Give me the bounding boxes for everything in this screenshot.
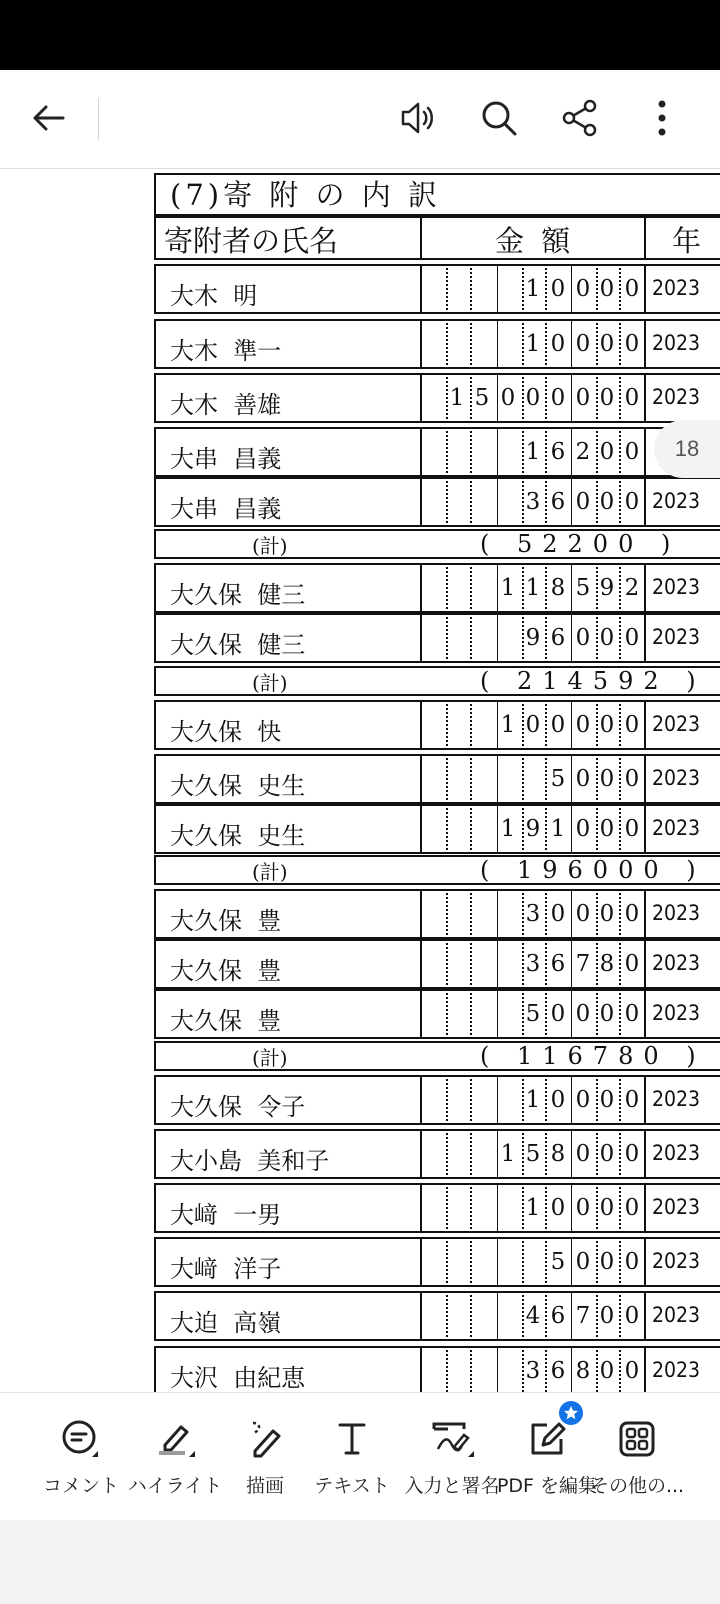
row-divider [644, 613, 646, 663]
amount-digit: 0 [550, 1001, 566, 1027]
digit-separator [470, 704, 472, 746]
amount-digit: 0 [624, 1358, 640, 1384]
donor-year: 2023 [652, 1087, 701, 1111]
donor-name: 大久保 快 [170, 718, 282, 746]
amount-digit: 0 [550, 331, 566, 357]
search-button[interactable] [473, 92, 525, 144]
digit-separator [446, 1079, 448, 1121]
amount-digit: 0 [525, 712, 541, 738]
amount-digit: 0 [624, 489, 640, 515]
amount-digit: 7 [575, 1303, 591, 1329]
back-arrow-icon [29, 99, 67, 137]
row-divider [644, 1129, 646, 1179]
donor-name: 大串 昌義 [170, 495, 282, 523]
amount-digit: 0 [599, 816, 615, 842]
amount-digit: 0 [599, 276, 615, 302]
amount-digit: 0 [575, 766, 591, 792]
row-divider [644, 804, 646, 854]
amount-digit: 0 [599, 1087, 615, 1113]
amount-digit: 0 [575, 901, 591, 927]
amount-digit: 0 [624, 712, 640, 738]
bottom-tools-bar [0, 1392, 720, 1521]
amount-digit: 6 [550, 489, 566, 515]
share-icon [560, 98, 600, 138]
amount-digit: 0 [550, 712, 566, 738]
digit-separator [497, 1291, 498, 1341]
digit-separator [497, 1183, 498, 1233]
donor-name: 大久保 豊 [170, 1007, 282, 1035]
amount-digit: 6 [550, 625, 566, 651]
digit-separator [470, 323, 472, 365]
digit-separator [446, 893, 448, 935]
digit-separator [470, 1133, 472, 1175]
digit-separator [497, 1346, 498, 1392]
digit-separator [446, 323, 448, 365]
amount-digit: 2 [575, 439, 591, 465]
digit-separator [470, 1079, 472, 1121]
row-divider [644, 939, 646, 989]
fill-sign-tool[interactable] [402, 1415, 502, 1515]
highlight-tool[interactable] [125, 1415, 225, 1515]
amount-digit: 8 [599, 951, 615, 977]
donor-name: 大木 明 [170, 282, 258, 310]
amount-digit: 2 [624, 575, 640, 601]
comment-icon [57, 1415, 105, 1463]
amount-digit: 1 [525, 575, 541, 601]
amount-digit: 0 [599, 1001, 615, 1027]
digit-separator [470, 481, 472, 523]
digit-separator [522, 1241, 524, 1283]
amount-digit: 0 [525, 385, 541, 411]
donor-year: 2023 [652, 1001, 701, 1025]
digit-separator [446, 1295, 448, 1337]
row-divider [644, 1291, 646, 1341]
more-tools-icon [613, 1415, 661, 1463]
digit-separator [497, 1075, 498, 1125]
amount-digit: 4 [525, 1303, 541, 1329]
amount-digit: 0 [599, 331, 615, 357]
amount-digit: 0 [624, 1001, 640, 1027]
donor-name: 大久保 豊 [170, 957, 282, 985]
header-name: 寄附者の氏名 [164, 224, 339, 258]
donor-year: 2023 [652, 1249, 701, 1273]
draw-label: 描画 [245, 1475, 284, 1497]
top-toolbar [0, 70, 720, 169]
amount-digit: 5 [550, 766, 566, 792]
donor-name: 大迫 高嶺 [170, 1309, 282, 1337]
header-year: 年 [672, 224, 702, 258]
donor-name: 大久保 健三 [170, 581, 306, 609]
amount-digit: 0 [624, 439, 640, 465]
highlight-label: ハイライト [127, 1475, 223, 1497]
digit-separator [470, 1187, 472, 1229]
subtotal-label: (計) [252, 1046, 288, 1070]
toolbar-divider [98, 98, 99, 140]
amount-digit: 0 [624, 901, 640, 927]
row-divider [420, 427, 422, 477]
digit-separator [497, 1237, 498, 1287]
comment-tool[interactable] [40, 1415, 122, 1515]
digit-separator [470, 943, 472, 985]
digit-separator [446, 617, 448, 659]
read-aloud-button[interactable] [392, 92, 444, 144]
amount-digit: 0 [550, 1195, 566, 1221]
more-tools[interactable] [590, 1415, 684, 1515]
donor-name: 大久保 豊 [170, 907, 282, 935]
premium-star-icon [559, 1401, 583, 1425]
amount-digit: 0 [599, 901, 615, 927]
amount-digit: 0 [624, 1249, 640, 1275]
donor-year: 2023 [652, 901, 701, 925]
amount-digit: 3 [525, 489, 541, 515]
amount-digit: 0 [575, 385, 591, 411]
page-number-badge[interactable]: 18 [654, 420, 720, 478]
donor-year: 2023 [652, 766, 701, 790]
digit-separator [470, 993, 472, 1035]
more-tools-label: その他の... [589, 1475, 685, 1497]
digit-separator [446, 1133, 448, 1175]
donor-name: 大沢 由紀恵 [170, 1364, 306, 1392]
digit-separator [497, 939, 498, 989]
row-divider [644, 264, 646, 314]
donor-year: 2023 [652, 625, 701, 649]
digit-separator [470, 893, 472, 935]
digit-separator [470, 431, 472, 473]
subtotal-amount: ( 214592 ) [480, 667, 706, 695]
amount-digit: 0 [599, 385, 615, 411]
amount-digit: 5 [550, 1249, 566, 1275]
amount-digit: 0 [599, 766, 615, 792]
digit-separator [470, 617, 472, 659]
amount-digit: 1 [500, 575, 516, 601]
subtotal-label: (計) [252, 534, 288, 558]
amount-digit: 0 [599, 1358, 615, 1384]
draw-icon [241, 1415, 289, 1463]
amount-digit: 1 [525, 276, 541, 302]
row-divider [420, 1346, 422, 1392]
subtotal-amount: ( 116780 ) [480, 1042, 706, 1070]
amount-digit: 8 [550, 575, 566, 601]
digit-separator [470, 1295, 472, 1337]
donor-name: 大久保 史生 [170, 822, 306, 850]
amount-digit: 0 [550, 1087, 566, 1113]
pdf-viewer[interactable] [0, 169, 720, 1392]
amount-digit: 0 [624, 385, 640, 411]
amount-digit: 5 [525, 1141, 541, 1167]
row-divider [420, 889, 422, 939]
row-divider [420, 1291, 422, 1341]
pdf-page [0, 169, 720, 1392]
digit-separator [470, 808, 472, 850]
search-icon [479, 98, 519, 138]
amount-digit: 0 [624, 1195, 640, 1221]
status-bar [0, 0, 720, 70]
digit-separator [446, 758, 448, 800]
amount-digit: 7 [575, 951, 591, 977]
digit-separator [446, 431, 448, 473]
donor-year: 2023 [652, 1141, 701, 1165]
amount-digit: 0 [624, 625, 640, 651]
amount-digit: 0 [599, 625, 615, 651]
amount-digit: 5 [575, 575, 591, 601]
row-divider [420, 373, 422, 423]
amount-digit: 0 [599, 1249, 615, 1275]
read-aloud-icon [397, 97, 439, 139]
amount-digit: 1 [500, 1141, 516, 1167]
amount-digit: 1 [550, 816, 566, 842]
row-divider [644, 700, 646, 750]
row-divider [420, 700, 422, 750]
amount-digit: 0 [599, 1141, 615, 1167]
digit-separator [470, 1350, 472, 1392]
donor-name: 大﨑 一男 [170, 1201, 282, 1229]
row-divider [644, 754, 646, 804]
donor-year: 2023 [652, 385, 701, 409]
draw-tool[interactable] [238, 1415, 292, 1515]
digit-separator [446, 704, 448, 746]
amount-digit: 8 [575, 1358, 591, 1384]
amount-digit: 6 [550, 1358, 566, 1384]
amount-digit: 0 [624, 331, 640, 357]
comment-label: コメント [42, 1475, 119, 1497]
donor-year: 2023 [652, 712, 701, 736]
amount-digit: 6 [550, 439, 566, 465]
amount-digit: 0 [624, 1303, 640, 1329]
digit-separator [522, 758, 524, 800]
amount-digit: 0 [575, 1249, 591, 1275]
row-divider [644, 427, 646, 477]
amount-digit: 1 [449, 385, 465, 411]
row-divider [420, 1075, 422, 1125]
row-divider [420, 477, 422, 527]
amount-digit: 0 [550, 901, 566, 927]
row-divider [420, 989, 422, 1039]
row-divider [420, 939, 422, 989]
amount-digit: 8 [550, 1141, 566, 1167]
digit-separator [497, 889, 498, 939]
amount-digit: 1 [525, 1087, 541, 1113]
row-divider [644, 1237, 646, 1287]
text-tool[interactable] [312, 1415, 392, 1515]
row-divider [420, 1237, 422, 1287]
digit-separator [497, 477, 498, 527]
amount-digit: 0 [575, 1087, 591, 1113]
fill-sign-icon [428, 1415, 476, 1463]
subtotal-label: (計) [252, 860, 288, 884]
digit-separator [497, 613, 498, 663]
amount-digit: 1 [525, 1195, 541, 1221]
amount-digit: 0 [575, 1141, 591, 1167]
header-amount: 金 額 [495, 224, 575, 258]
row-divider [420, 754, 422, 804]
amount-digit: 1 [525, 331, 541, 357]
back-button[interactable] [22, 92, 74, 144]
header-divider [420, 216, 422, 260]
donor-year: 2023 [652, 1303, 701, 1327]
digit-separator [446, 993, 448, 1035]
row-divider [644, 1183, 646, 1233]
row-divider [420, 264, 422, 314]
amount-digit: 0 [575, 1001, 591, 1027]
donor-year: 2023 [652, 1358, 701, 1382]
more-menu-button[interactable] [636, 92, 688, 144]
donor-year: 2023 [652, 489, 701, 513]
amount-digit: 1 [500, 816, 516, 842]
highlight-icon [151, 1415, 199, 1463]
donor-year: 2023 [652, 276, 701, 300]
digit-separator [497, 319, 498, 369]
amount-digit: 0 [624, 1087, 640, 1113]
digit-separator [470, 1241, 472, 1283]
digit-separator [446, 481, 448, 523]
doc-title: (7)寄 附 の 内 訳 [170, 178, 441, 212]
amount-digit: 0 [575, 1195, 591, 1221]
row-divider [644, 1346, 646, 1392]
amount-digit: 1 [525, 439, 541, 465]
digit-separator [446, 1241, 448, 1283]
more-vertical-icon [647, 98, 677, 138]
amount-digit: 0 [575, 816, 591, 842]
donor-name: 大久保 健三 [170, 631, 306, 659]
donor-name: 大﨑 洋子 [170, 1255, 282, 1283]
row-divider [644, 477, 646, 527]
amount-digit: 6 [550, 1303, 566, 1329]
row-divider [420, 563, 422, 613]
digit-separator [497, 754, 498, 804]
amount-digit: 0 [575, 489, 591, 515]
row-divider [644, 1075, 646, 1125]
amount-digit: 3 [525, 951, 541, 977]
digit-separator [446, 567, 448, 609]
amount-digit: 9 [525, 816, 541, 842]
amount-digit: 1 [500, 712, 516, 738]
donor-year: 2023 [652, 816, 701, 840]
row-divider [420, 804, 422, 854]
donor-year: 2023 [652, 331, 701, 355]
donor-name: 大木 善雄 [170, 391, 282, 419]
amount-digit: 0 [575, 331, 591, 357]
amount-digit: 0 [599, 489, 615, 515]
fill-sign-label: 入力と署名 [404, 1475, 500, 1497]
subtotal-label: (計) [252, 671, 288, 695]
amount-digit: 0 [500, 385, 516, 411]
amount-digit: 0 [575, 712, 591, 738]
donor-name: 大久保 令子 [170, 1093, 306, 1121]
amount-digit: 0 [624, 816, 640, 842]
subtotal-amount: ( 52200 ) [480, 530, 681, 558]
row-divider [644, 319, 646, 369]
amount-digit: 5 [474, 385, 490, 411]
amount-digit: 0 [550, 276, 566, 302]
row-divider [644, 373, 646, 423]
row-divider [644, 889, 646, 939]
digit-separator [446, 268, 448, 310]
amount-digit: 0 [599, 439, 615, 465]
amount-digit: 0 [624, 276, 640, 302]
amount-digit: 0 [624, 766, 640, 792]
edit-pdf-label: PDF を編集 [496, 1475, 598, 1497]
row-divider [420, 1129, 422, 1179]
donor-year: 2023 [652, 1195, 701, 1219]
digit-separator [446, 1350, 448, 1392]
row-divider [644, 989, 646, 1039]
amount-digit: 0 [599, 1195, 615, 1221]
digit-separator [446, 808, 448, 850]
subtotal-amount: ( 196000 ) [480, 856, 706, 884]
donor-name: 大木 準一 [170, 337, 282, 365]
digit-separator [497, 989, 498, 1039]
donor-name: 大串 昌義 [170, 445, 282, 473]
digit-separator [446, 1187, 448, 1229]
header-divider [644, 216, 646, 260]
amount-digit: 0 [575, 625, 591, 651]
row-divider [644, 563, 646, 613]
digit-separator [470, 268, 472, 310]
donor-year: 2023 [652, 951, 701, 975]
text-label: テキスト [314, 1475, 390, 1497]
row-divider [420, 1183, 422, 1233]
digit-separator [470, 567, 472, 609]
amount-digit: 5 [525, 1001, 541, 1027]
donor-name: 大小島 美和子 [170, 1147, 330, 1175]
amount-digit: 0 [599, 1303, 615, 1329]
digit-separator [497, 264, 498, 314]
digit-separator [446, 943, 448, 985]
text-icon [328, 1415, 376, 1463]
amount-digit: 3 [525, 901, 541, 927]
amount-digit: 0 [624, 1141, 640, 1167]
donor-name: 大久保 史生 [170, 772, 306, 800]
amount-digit: 0 [575, 276, 591, 302]
digit-separator [470, 758, 472, 800]
row-divider [420, 319, 422, 369]
amount-digit: 3 [525, 1358, 541, 1384]
navigation-area [0, 1520, 720, 1604]
amount-digit: 9 [525, 625, 541, 651]
amount-digit: 6 [550, 951, 566, 977]
share-button[interactable] [554, 92, 606, 144]
amount-digit: 0 [599, 712, 615, 738]
amount-digit: 9 [599, 575, 615, 601]
donor-year: 2023 [652, 575, 701, 599]
amount-digit: 0 [550, 385, 566, 411]
edit-pdf-tool[interactable] [496, 1415, 598, 1515]
amount-digit: 0 [624, 951, 640, 977]
digit-separator [497, 427, 498, 477]
row-divider [420, 613, 422, 663]
